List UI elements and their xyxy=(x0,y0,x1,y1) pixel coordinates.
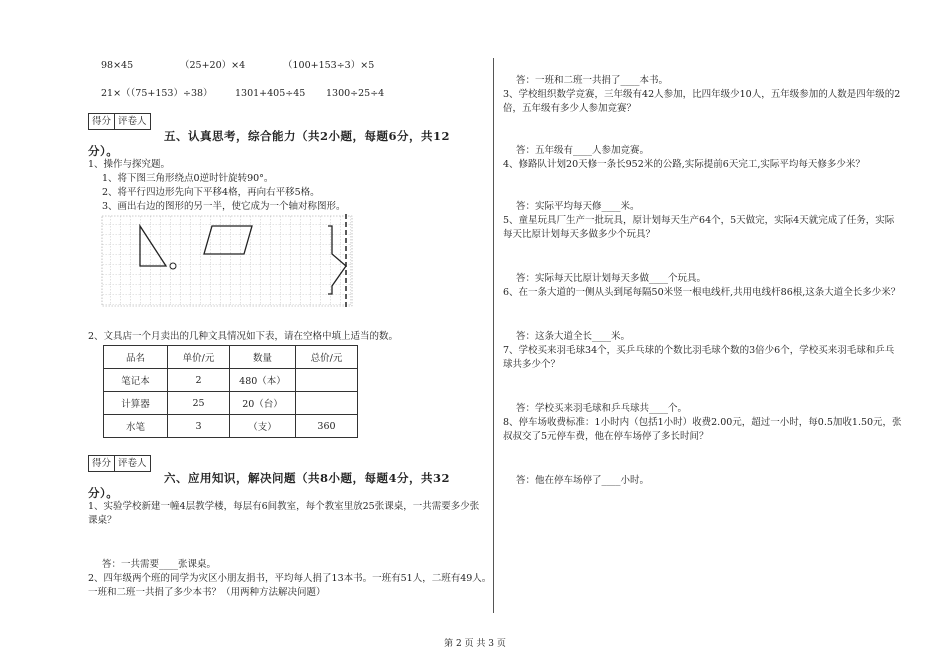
calc-1: 98×45 xyxy=(101,60,134,71)
r-q6: 6、在一条大道的一侧从头到尾每隔50米竖一根电线杆,共用电线杆86根,这条大道全长多少米？ xyxy=(503,287,901,298)
section6-title-cont: 分）。 xyxy=(88,486,119,500)
r-q8-cont: 叔叔交了5元停车费，他在停车场停了多长时间？ xyxy=(503,431,709,442)
cell: 笔记本 xyxy=(104,369,168,392)
score-label: 得分 xyxy=(92,458,112,469)
r-q7: 7、学校买来羽毛球34个，买乒乓球的个数比羽毛球个数的3倍少6个，学校买来羽毛球和乒乓 xyxy=(503,345,895,356)
r-a6: 答：这条大道全长____米。 xyxy=(516,331,631,342)
table-header-row xyxy=(104,346,358,369)
r-q8: 8、停车场收费标准：1小时内（包括1小时）收费2.00元，超过一小时，每0.5加收1.50元，张 xyxy=(503,417,902,428)
score-box-section6 xyxy=(88,455,151,472)
table-row xyxy=(104,392,358,415)
cell: 20（台） xyxy=(230,392,296,415)
s6-q1-cont: 课桌？ xyxy=(88,515,117,526)
header-cell: 数量 xyxy=(230,346,296,369)
cell: 3 xyxy=(168,415,230,438)
r-q3-cont: 倍，五年级有多少人参加竞赛？ xyxy=(503,103,637,114)
calc-3: （100+153÷3）×5 xyxy=(283,60,375,71)
s6-a1: 答：一共需要____张课桌。 xyxy=(102,559,217,570)
table-row xyxy=(104,415,358,438)
cell: 2 xyxy=(168,369,230,392)
cell: （支） xyxy=(230,415,296,438)
r-a8: 答：他在停车场停了____小时。 xyxy=(516,475,650,486)
section6-title: 六、应用知识，解决问题（共8小题，每题4分，共32 xyxy=(164,471,451,485)
table-row xyxy=(104,369,358,392)
rotation-point-o xyxy=(170,263,176,269)
header-cell: 单价/元 xyxy=(168,346,230,369)
header-cell: 品名 xyxy=(104,346,168,369)
s5-q1-3: 3、画出右边的图形的另一半，使它成为一个轴对称图形。 xyxy=(102,201,346,212)
header-cell: 总价/元 xyxy=(296,346,358,369)
s5-q1-1: 1、将下图三角形绕点0逆时针旋转90°。 xyxy=(102,173,274,184)
s5-q1-2: 2、将平行四边形先向下平移4格，再向右平移5格。 xyxy=(102,187,320,198)
calc-2: （25+20）×4 xyxy=(180,60,246,71)
r-q5: 5、童星玩具厂生产一批玩具，原计划每天生产64个，5天做完，实际4天就完成了任务，实际 xyxy=(503,215,895,226)
calc-6: 1300÷25÷4 xyxy=(326,88,385,99)
score-label: 得分 xyxy=(92,116,112,127)
cell xyxy=(296,369,358,392)
s6-q2-cont: 一班和二班一共捐了多少本书？（用两种方法解决问题） xyxy=(88,587,326,598)
cell xyxy=(296,392,358,415)
stationery-table xyxy=(103,345,358,438)
r-a2: 答：一班和二班一共捐了____本书。 xyxy=(516,75,669,86)
cell: 360 xyxy=(296,415,358,438)
page-footer: 第 2 页 共 3 页 xyxy=(444,639,506,649)
calc-4: 21×（（75+153）÷38） xyxy=(101,88,213,99)
grader-label: 评卷人 xyxy=(114,114,150,129)
s6-q2: 2、四年级两个班的同学为灾区小朋友捐书，平均每人捐了13本书。一班有51人，二班有49人。 xyxy=(88,573,492,584)
r-a4: 答：实际平均每天修____米。 xyxy=(516,201,640,212)
cell: 水笔 xyxy=(104,415,168,438)
r-a5: 答：实际每天比原计划每天多做____个玩具。 xyxy=(516,273,707,284)
cell: 计算器 xyxy=(104,392,168,415)
column-divider xyxy=(493,58,494,613)
s5-q1: 1、操作与探究题。 xyxy=(88,159,171,170)
grid-figure xyxy=(100,214,360,314)
cell: 25 xyxy=(168,392,230,415)
calc-5: 1301+405÷45 xyxy=(235,88,306,99)
r-q5-cont: 每天比原计划每天多做多少个玩具？ xyxy=(503,229,656,240)
r-q3: 3、学校组织数学竞赛，三年级有42人参加，比四年级少10人，五年级参加的人数是四年级的2 xyxy=(503,89,901,100)
s6-q1: 1、实验学校新建一幢4层教学楼，每层有6间教室，每个教室里放25张课桌，一共需要多少张 xyxy=(88,501,480,512)
r-q7-cont: 球共多少个？ xyxy=(503,359,561,370)
cell: 480（本） xyxy=(230,369,296,392)
grader-label: 评卷人 xyxy=(114,456,150,471)
score-box-section5 xyxy=(88,113,151,130)
r-a7: 答：学校买来羽毛球和乒乓球共____个。 xyxy=(516,403,688,414)
section5-title: 五、认真思考，综合能力（共2小题，每题6分，共12 xyxy=(164,129,451,143)
r-a3: 答：五年级有____人参加竞赛。 xyxy=(516,145,650,156)
s5-q2: 2、文具店一个月卖出的几种文具情况如下表，请在空格中填上适当的数。 xyxy=(88,331,399,342)
section5-title-cont: 分）。 xyxy=(88,144,119,158)
r-q4: 4、修路队计划20天修一条长952米的公路,实际提前6天完工,实际平均每天修多少米？ xyxy=(503,159,865,170)
